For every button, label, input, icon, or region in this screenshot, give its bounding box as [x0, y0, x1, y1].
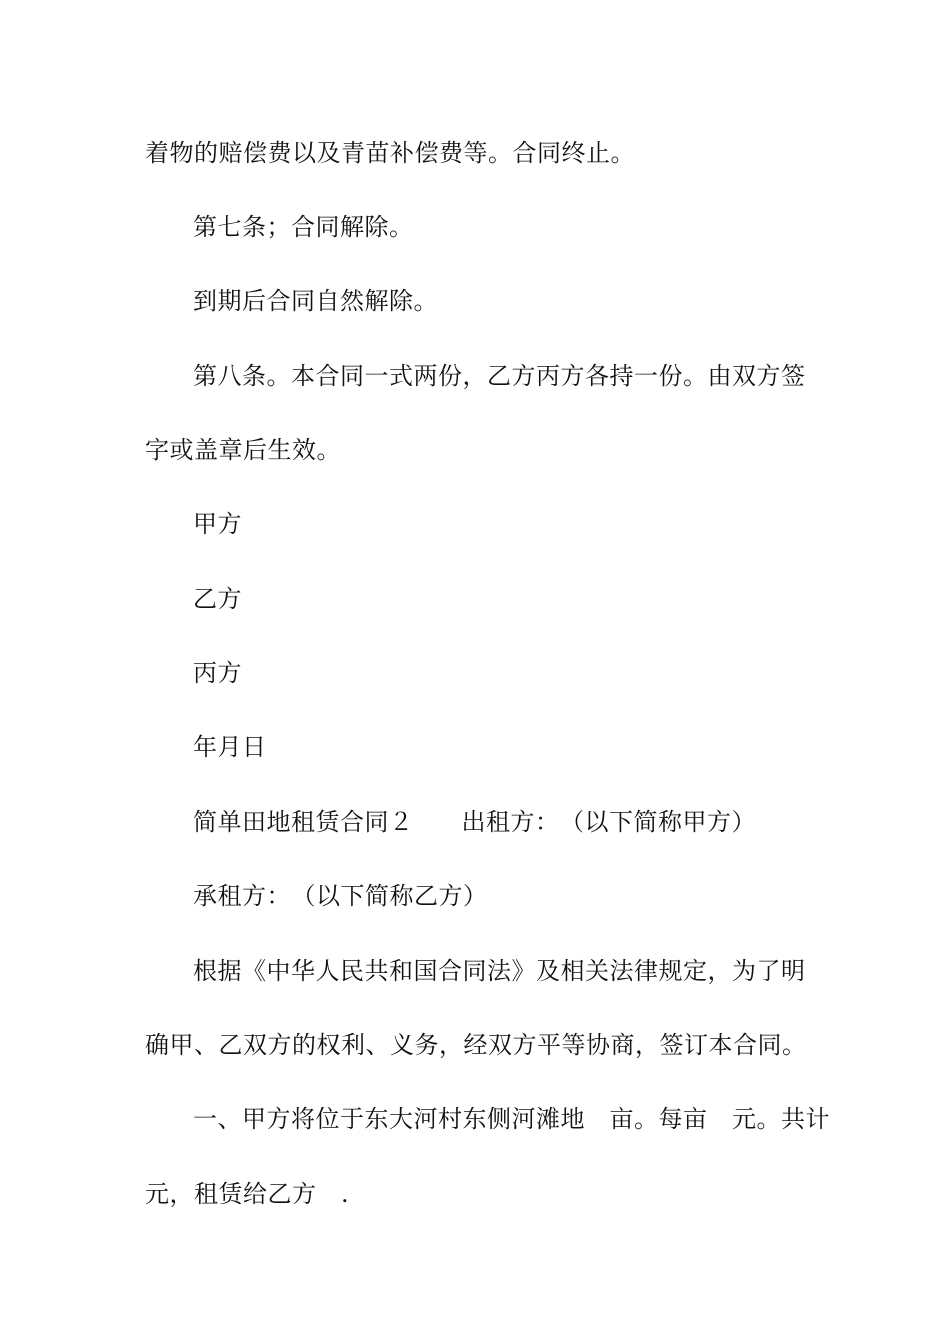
- contract-2-heading: [193, 806, 873, 838]
- paragraph-line: 到期后合同自然解除。: [193, 287, 438, 315]
- party-b-signature: 乙方: [193, 585, 242, 613]
- paragraph-line: 着物的赔偿费以及青苗补偿费等。合同终止。: [145, 139, 635, 167]
- paragraph-line: 确甲、乙双方的权利、义务，经双方平等协商，签订本合同。: [145, 1031, 807, 1059]
- article-7-heading: 第七条；合同解除。: [193, 213, 414, 241]
- clause-1-line: 一、甲方将位于东大河村东侧河滩地 亩。每亩 元。共计: [193, 1105, 830, 1133]
- contract-2-title: 简单田地租赁合同２: [193, 808, 414, 836]
- paragraph-line: 字或盖章后生效。: [145, 436, 341, 464]
- party-a-signature: 甲方: [193, 510, 242, 538]
- lessee-line: 承租方： （以下简称乙方）: [193, 882, 488, 910]
- party-c-signature: 丙方: [193, 659, 242, 687]
- article-8-heading: 第八条。本合同一式两份，乙方丙方各持一份。由双方签: [193, 362, 806, 390]
- date-line: 年月日: [193, 733, 267, 761]
- paragraph-line: 元，租赁给乙方 .: [145, 1180, 350, 1208]
- paragraph-line: 根据《中华人民共和国合同法》及相关法律规定，为了明: [193, 957, 806, 985]
- lessor-line: 出租方： （以下简称甲方）: [461, 808, 756, 836]
